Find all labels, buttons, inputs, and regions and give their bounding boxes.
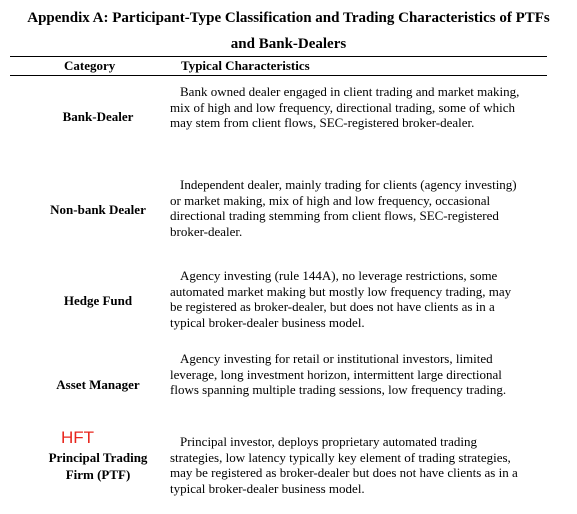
row-category-label: Principal Trading Firm (PTF) (48, 450, 148, 482)
column-header-category: Category (64, 58, 116, 73)
header-bottom-rule (10, 75, 547, 76)
row-characteristics-text: Principal investor, deploys proprietary automated trading strategies, low latency typically key element of trading strategies, may be registered as broker-dealer but does not have clients as in a typical broker-dealer business model. (170, 434, 518, 496)
column-header-characteristics: Typical Characteristics (181, 58, 310, 73)
row-category-label: Bank-Dealer (62, 109, 134, 124)
row-characteristics-text: Independent dealer, mainly trading for clients (agency investing) or market making, mix of high and low frequency, occasional directional trading stemming from client flows, SEC-registered broker-dealer. (170, 177, 517, 239)
row-characteristics-text: Agency investing for retail or institutional investors, limited leverage, long investment horizon, intermittent large directional flows spanning multiple trading sessions, low frequency trading. (170, 351, 507, 397)
title-line-2: and Bank-Dealers (230, 36, 347, 52)
row-category-label: Non-bank Dealer (50, 202, 146, 217)
hft-annotation: HFT (61, 428, 95, 447)
row-characteristics-text: Agency investing (rule 144A), no leverage restrictions, some automated market making but mostly low frequency trading, may be registered as broker-dealer, but does not have clients as in a typical broker-dealer business model. (170, 268, 512, 330)
row-category-label: Hedge Fund (63, 293, 133, 308)
row-category-label: Asset Manager (56, 377, 140, 392)
title-line-1: Appendix A: Participant-Type Classification and Trading Characteristics of PTFs (27, 10, 550, 26)
row-characteristics-text: Bank owned dealer engaged in client trading and market making, mix of high and low frequency, directional trading, some of which may stem from client flows, SEC-registered broker-dealer. (170, 84, 520, 130)
